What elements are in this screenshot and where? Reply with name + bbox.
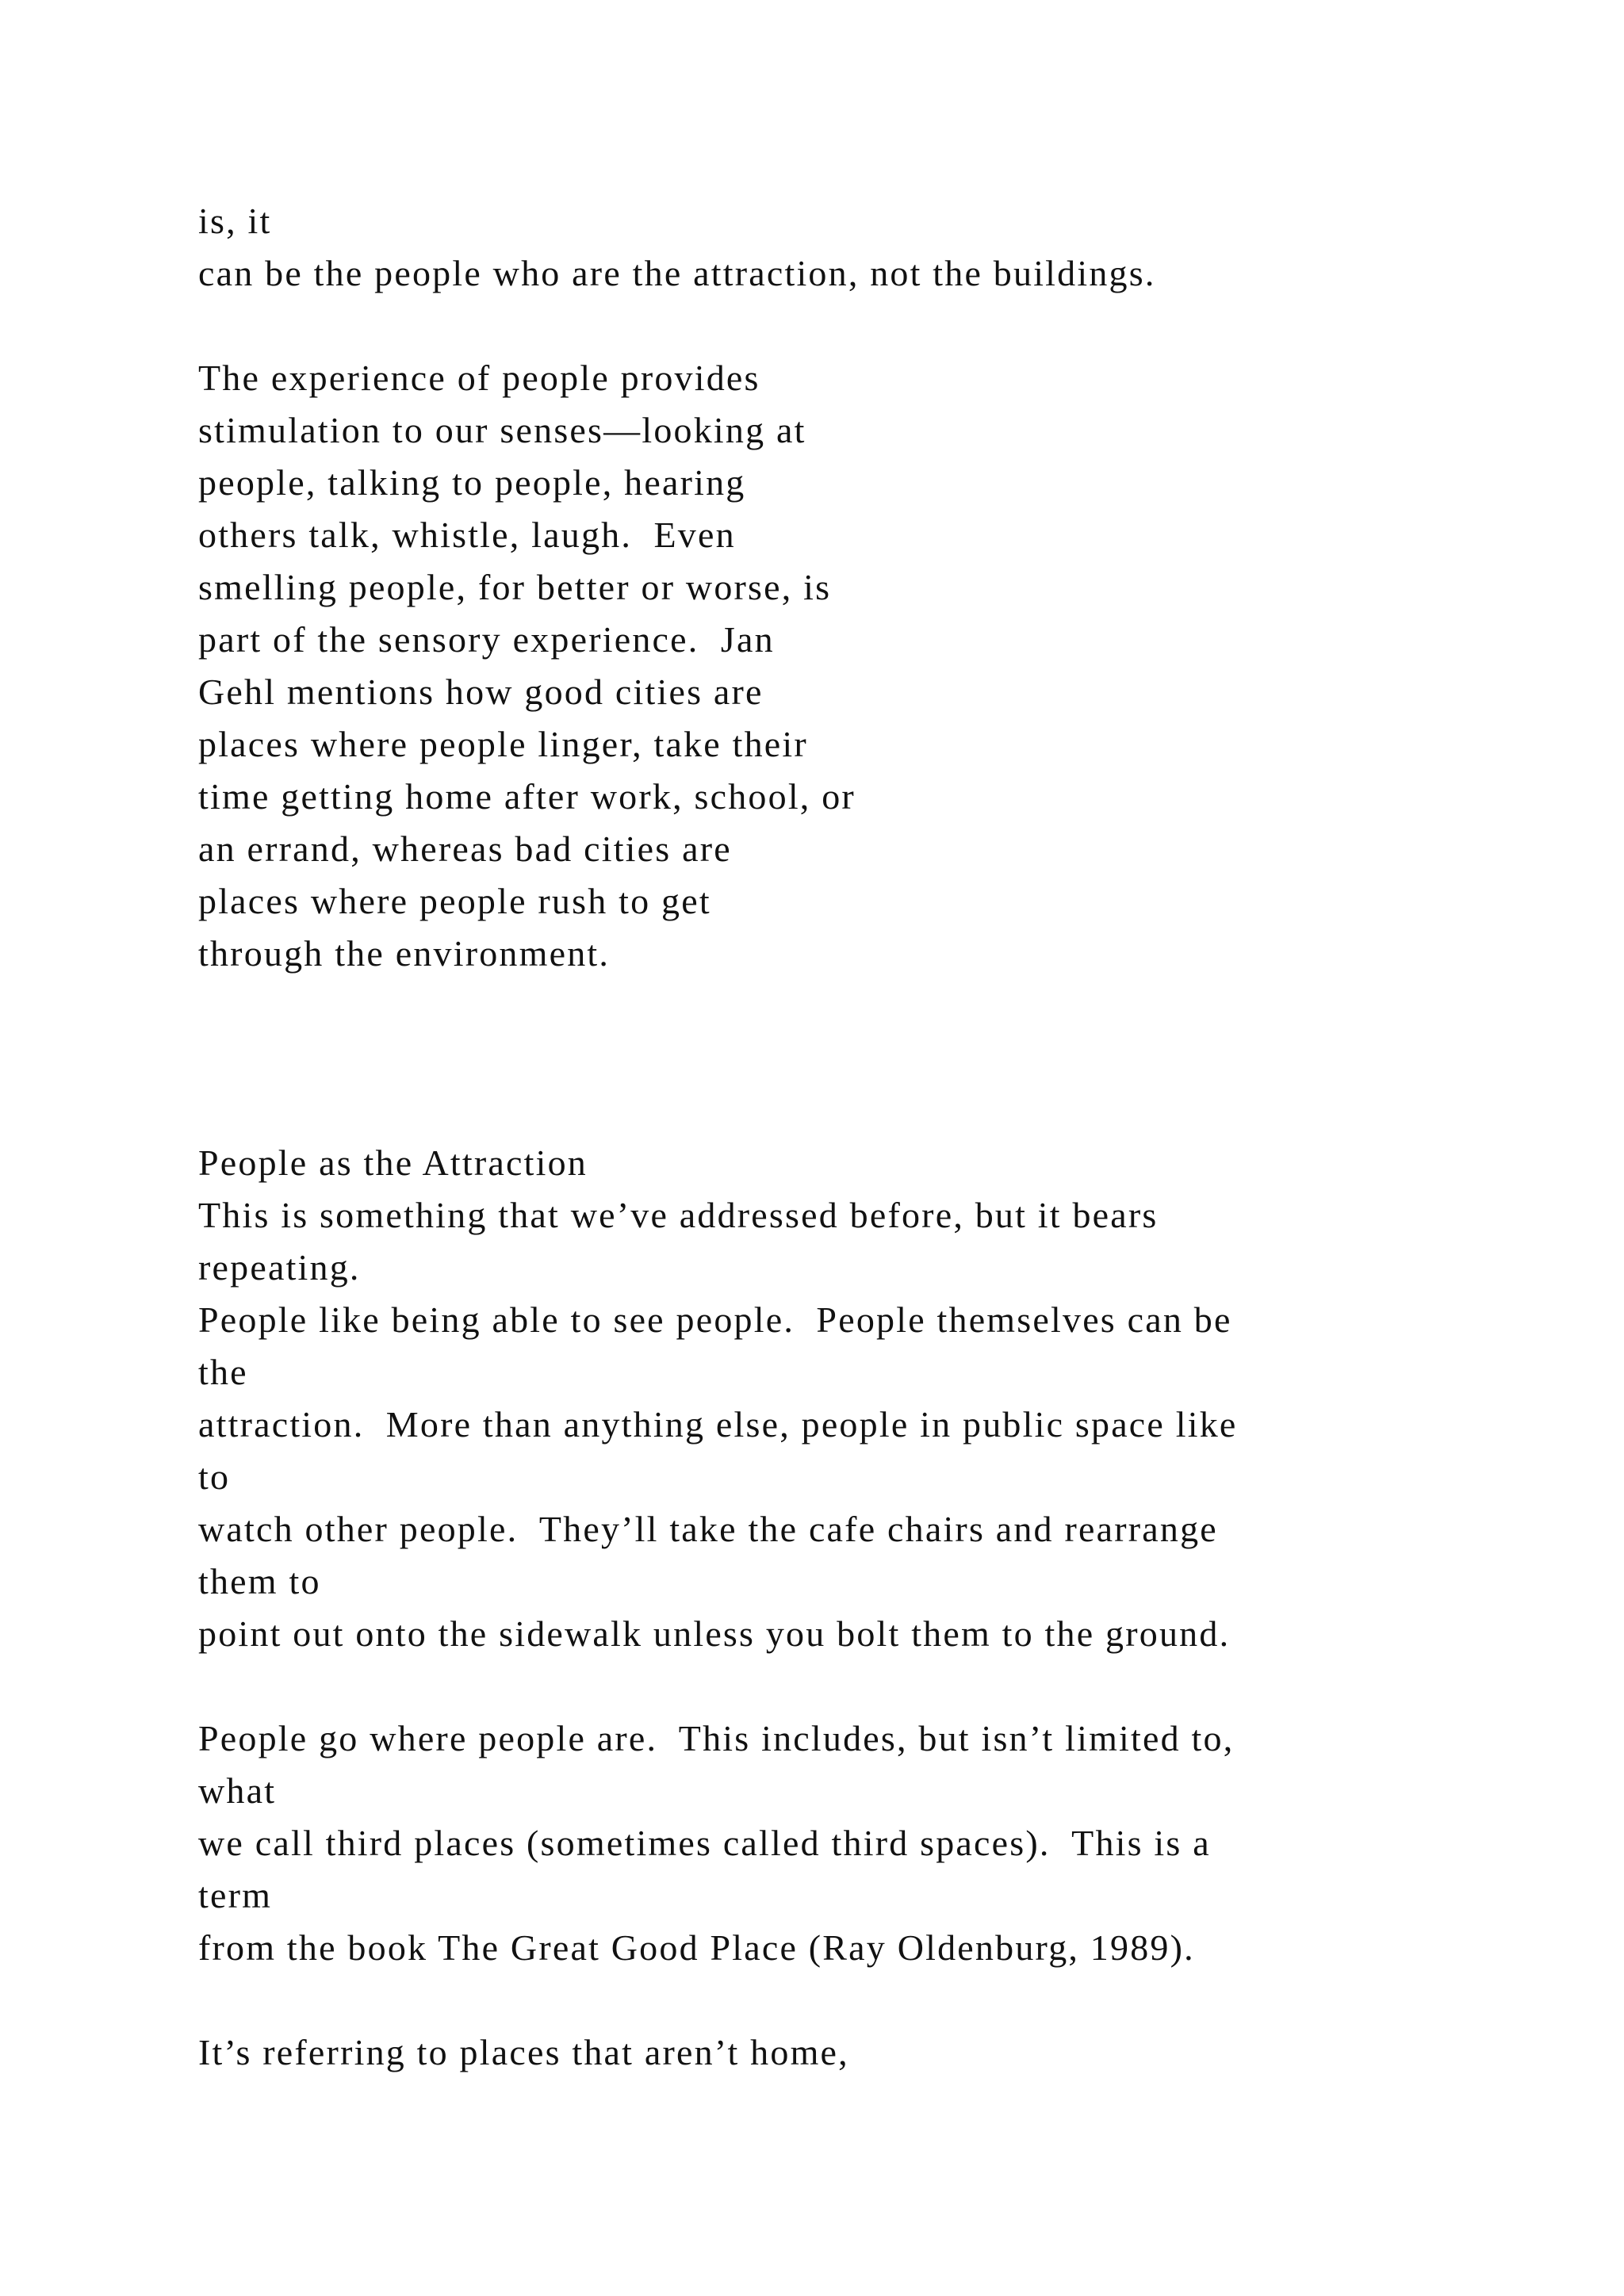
text-line: places where people rush to get [198,881,711,921]
text-line [198,980,1507,1032]
text-line [198,1974,1507,2026]
text-line: smelling people, for better or worse, is [198,567,832,607]
text-line: people, talking to people, hearing [198,462,746,503]
text-line [198,1032,1507,1085]
section-heading: People as the Attraction [198,1142,588,1183]
text-line: attraction. More than anything else, people in public space like [198,1404,1238,1445]
text-line [198,1085,1507,1137]
text-line: stimulation to our senses—looking at [198,410,806,450]
text-line: It’s referring to places that aren’t home, [198,2032,849,2072]
text-line: repeating. [198,1247,361,1288]
text-line: is, it [198,201,272,241]
text-line: watch other people. They’ll take the cafe chairs and rearrange [198,1509,1218,1549]
text-line: through the environment. [198,933,611,974]
text-line: People like being able to see people. People themselves can be [198,1299,1232,1340]
text-line: others talk, whistle, laugh. Even [198,515,736,555]
text-line: places where people linger, take their [198,724,808,764]
text-line: term [198,1875,273,1915]
text-line: The experience of people provides [198,358,760,398]
text-line [198,1660,1507,1712]
text-line: Gehl mentions how good cities are [198,672,764,712]
text-line: from the book The Great Good Place (Ray Oldenburg, 1989). [198,1927,1195,1968]
text-line: point out onto the sidewalk unless you bolt them to the ground. [198,1613,1231,1654]
text-line: time getting home after work, school, or [198,776,856,817]
body-text [198,195,1507,2079]
text-line: part of the sensory experience. Jan [198,619,775,660]
text-line: People go where people are. This includes, but isn’t limited to, [198,1718,1235,1758]
text-line: to [198,1456,231,1497]
text-line: This is something that we’ve addressed before, but it bears [198,1195,1159,1235]
text-line: the [198,1352,248,1392]
text-line: what [198,1770,277,1811]
text-line: can be the people who are the attraction, not the buildings. [198,253,1156,293]
text-line [198,300,1507,352]
text-line: them to [198,1561,321,1601]
text-line: we call third places (sometimes called third spaces). This is a [198,1823,1211,1863]
text-line: an errand, whereas bad cities are [198,828,732,869]
